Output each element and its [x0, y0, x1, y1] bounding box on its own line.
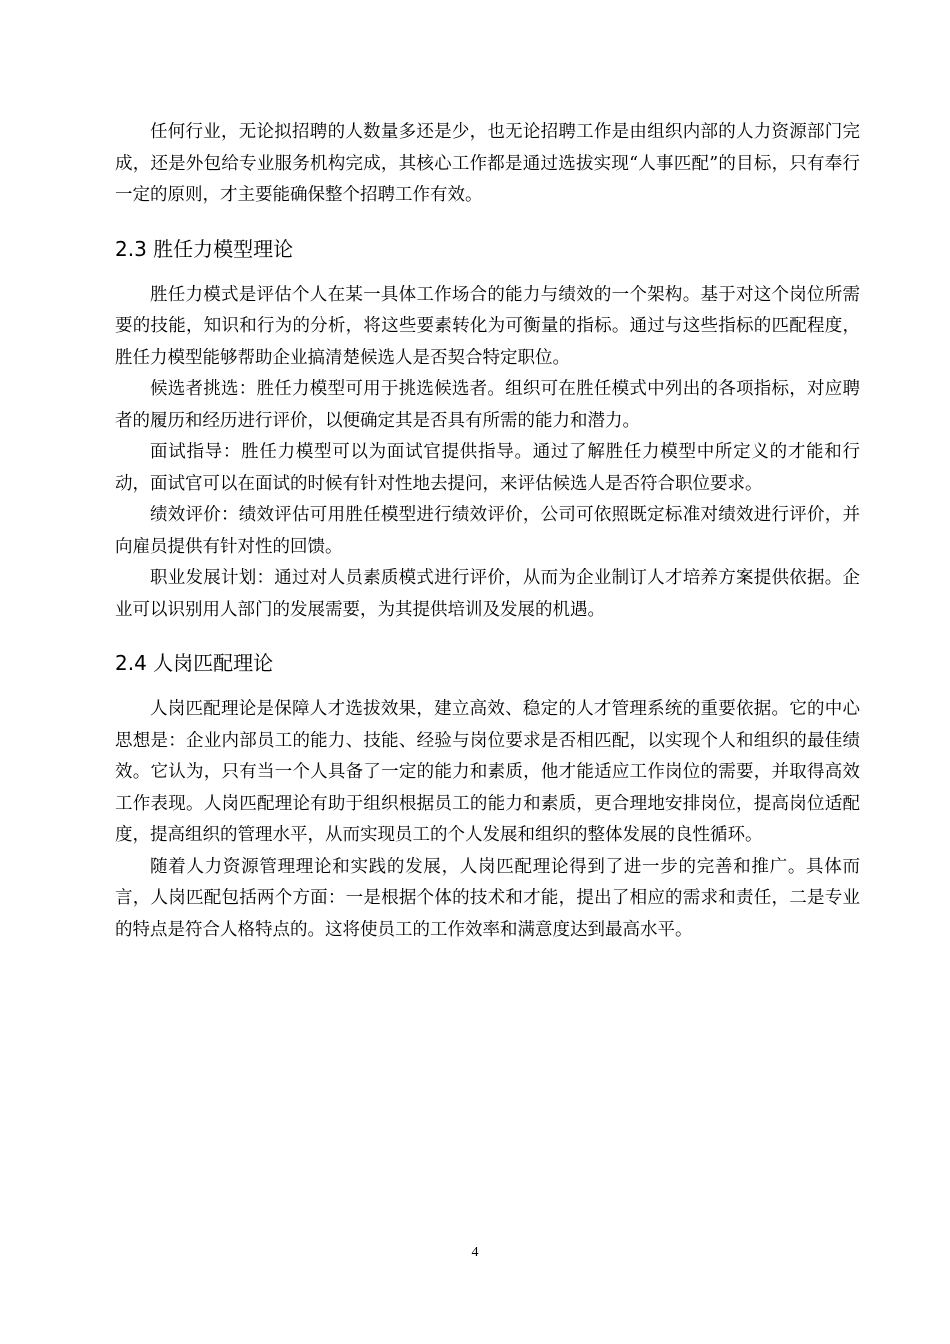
intro-paragraph: 任何行业，无论拟招聘的人数量多还是少，也无论招聘工作是由组织内部的人力资源部门完成，还是外包给专业服务机构完成，其核心工作都是通过选拔实现“人事匹配”的目标，只有奉行一定的原则，才主要能确保整个招聘工作有效。	[115, 122, 860, 205]
page-number: 4	[471, 1245, 479, 1260]
performance-evaluation-paragraph: 绩效评价：绩效评估可用胜任模型进行绩效评价，公司可依照既定标准对绩效进行评价，并向雇员提供有针对性的回馈。	[115, 505, 860, 557]
career-development-paragraph: 职业发展计划：通过对人员素质模式进行评价，从而为企业制订人才培养方案提供依据。企业可以识别用人部门的发展需要，为其提供培训及发展的机遇。	[115, 568, 860, 620]
section-heading-2-4: 2.4 人岗匹配理论	[115, 651, 274, 675]
interview-guidance-paragraph: 面试指导：胜任力模型可以为面试官提供指导。通过了解胜任力模型中所定义的才能和行动，面试官可以在面试的时候有针对性地去提问，来评估候选人是否符合职位要求。	[115, 442, 860, 494]
document-body	[115, 117, 860, 946]
person-job-fit-definition-paragraph: 人岗匹配理论是保障人才选拔效果，建立高效、稳定的人才管理系统的重要依据。它的中心思想是：企业内部员工的能力、技能、经验与岗位要求是否相匹配，以实现个人和组织的最佳绩效。它认为，只有当一个人具备了一定的能力和素质，他才能适应工作岗位的需要，并取得高效工作表现。人岗匹配理论有助于组织根据员工的能力和素质，更合理地安排岗位，提高岗位适配度，提高组织的管理水平，从而实现员工的个人发展和组织的整体发展的良性循环。	[115, 699, 860, 845]
section-heading-2-3: 2.3 胜任力模型理论	[115, 236, 294, 261]
competency-model-definition-paragraph: 胜任力模式是评估个人在某一具体工作场合的能力与绩效的一个架构。基于对这个岗位所需要的技能，知识和行为的分析，将这些要素转化为可衡量的指标。通过与这些指标的匹配程度，胜任力模型能够帮助企业搞清楚候选人是否契合特定职位。	[115, 284, 860, 368]
person-job-fit-development-paragraph: 随着人力资源管理理论和实践的发展，人岗匹配理论得到了进一步的完善和推广。具体而言，人岗匹配包括两个方面：一是根据个体的技术和才能，提出了相应的需求和责任，二是专业的特点是符合人格特点的。这将使员工的工作效率和满意度达到最高水平。	[115, 856, 860, 940]
candidate-selection-paragraph: 候选者挑选：胜任力模型可用于挑选候选者。组织可在胜任模式中列出的各项指标，对应聘者的履历和经历进行评价，以便确定其是否具有所需的能力和潜力。	[115, 379, 860, 431]
